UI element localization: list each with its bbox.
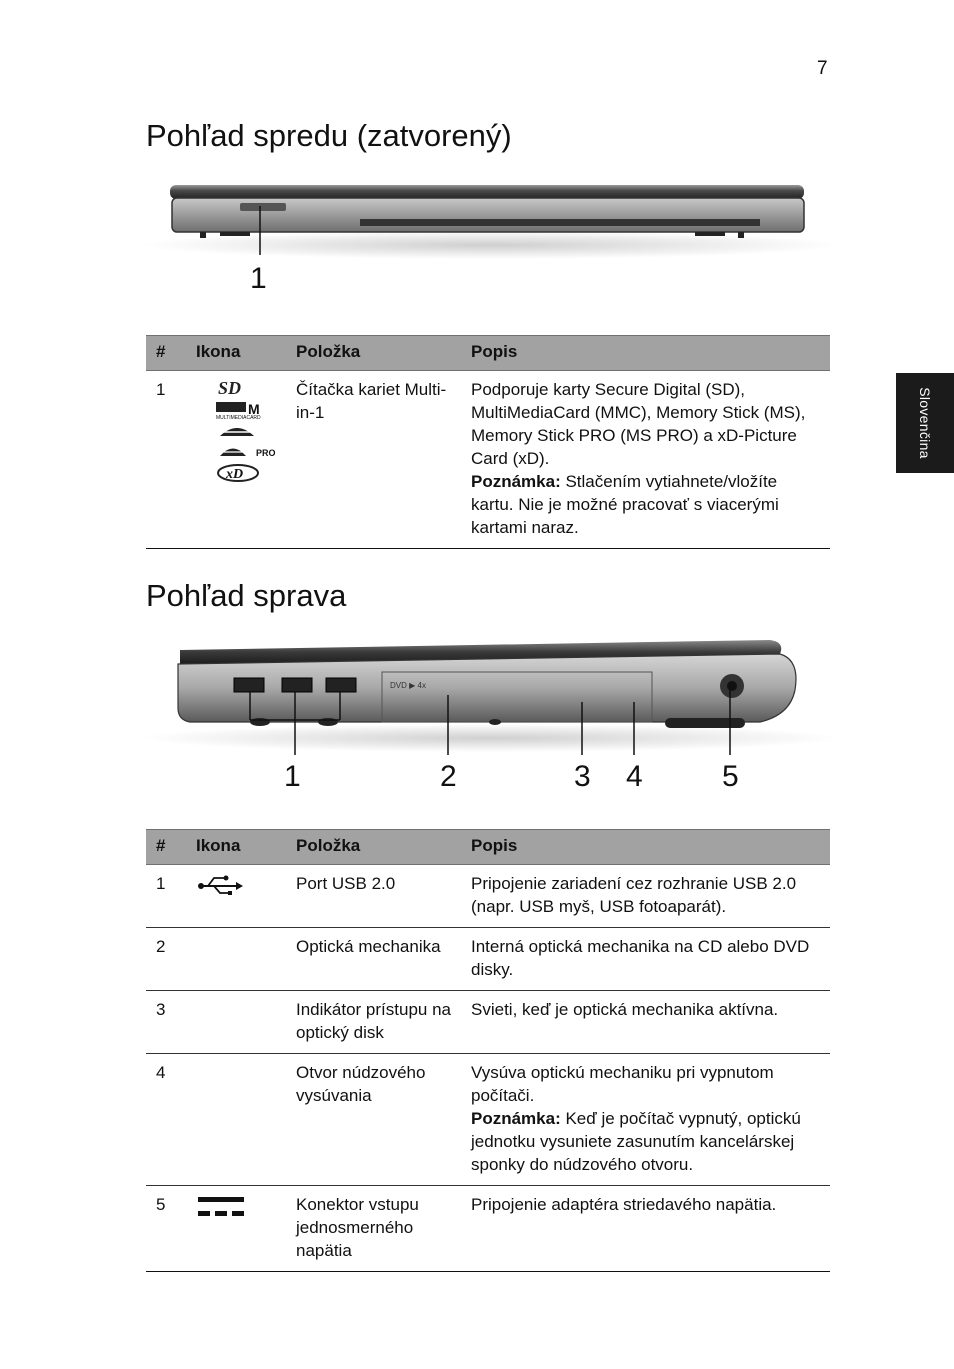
row-description xyxy=(461,1186,830,1272)
row-icon-cell xyxy=(186,865,286,928)
section-title-front: Pohľad spredu (zatvorený) xyxy=(146,118,512,153)
row-item: Port USB 2.0 xyxy=(286,865,461,928)
table-row xyxy=(146,928,830,991)
row-item: Optická mechanika xyxy=(286,928,461,991)
multimediacard-icon xyxy=(216,400,268,420)
front-spec-table xyxy=(146,335,830,549)
callout-number: 4 xyxy=(626,760,643,793)
memory-stick-pro-icon xyxy=(216,442,276,460)
dc-in-icon xyxy=(196,1193,246,1221)
row-number: 3 xyxy=(146,991,186,1054)
svg-text:DVD ▶ 4x: DVD ▶ 4x xyxy=(390,681,426,690)
svg-text:MULTIMEDIACARD: MULTIMEDIACARD xyxy=(216,415,261,420)
row-icon-cell xyxy=(186,371,286,549)
sd-card-icon xyxy=(216,378,258,398)
header-description: Popis xyxy=(461,830,830,865)
header-number: # xyxy=(146,336,186,371)
row-icon-cell xyxy=(186,991,286,1054)
row-number: 4 xyxy=(146,1054,186,1186)
note-text: Keď je počítač vypnutý, optickú jednotku vysuniete zasunutím kancelárskej sponky do núdzového otvoru. xyxy=(471,1109,801,1174)
table-row xyxy=(146,1054,830,1186)
note-text: Stlačením vytiahnete/vložíte kartu. Nie je možné pracovať s viacerými kartami naraz. xyxy=(471,472,779,537)
row-number: 1 xyxy=(146,371,186,549)
description-text: Svieti, keď je optická mechanika aktívna. xyxy=(471,1000,779,1019)
table-row xyxy=(146,865,830,928)
xd-picture-card-icon xyxy=(216,462,262,484)
table-header-row xyxy=(146,336,830,371)
description-text: Interná optická mechanika na CD alebo DVD disky. xyxy=(471,937,810,979)
header-number: # xyxy=(146,830,186,865)
description-text: Pripojenie zariadení cez rozhranie USB 2.0 (napr. USB myš, USB fotoaparát). xyxy=(471,874,797,916)
description-text: Vysúva optickú mechaniku pri vypnutom počítači. xyxy=(471,1063,774,1105)
memory-stick-icon xyxy=(216,422,258,440)
callout-number: 3 xyxy=(574,760,591,793)
page-number: 7 xyxy=(817,58,828,79)
header-item: Položka xyxy=(286,830,461,865)
row-number: 1 xyxy=(146,865,186,928)
row-description xyxy=(461,991,830,1054)
callout-number: 2 xyxy=(440,760,457,793)
row-icon-cell xyxy=(186,1186,286,1272)
row-icon-cell xyxy=(186,928,286,991)
row-description xyxy=(461,865,830,928)
description-text: Podporuje karty Secure Digital (SD), MultiMediaCard (MMC), Memory Stick (MS), Memory Stick PRO (MS PRO) a xD-Picture Card (xD). xyxy=(471,380,806,468)
table-row xyxy=(146,1186,830,1272)
section-title-right: Pohľad sprava xyxy=(146,578,347,613)
table-row xyxy=(146,991,830,1054)
row-item: Otvor núdzového vysúvania xyxy=(286,1054,461,1186)
row-description xyxy=(461,371,830,549)
header-item: Položka xyxy=(286,336,461,371)
right-spec-table xyxy=(146,829,830,1272)
note-label: Poznámka: xyxy=(471,1109,561,1128)
note xyxy=(471,1107,820,1176)
note-label: Poznámka: xyxy=(471,472,561,491)
laptop-front-closed-image xyxy=(140,175,840,295)
header-icon: Ikona xyxy=(186,830,286,865)
table-header-row xyxy=(146,830,830,865)
header-icon: Ikona xyxy=(186,336,286,371)
svg-text:xD: xD xyxy=(226,467,244,482)
svg-text:M: M xyxy=(248,401,260,417)
note xyxy=(471,470,820,539)
svg-text:SD: SD xyxy=(218,378,242,398)
header-description: Popis xyxy=(461,336,830,371)
language-tab-label: Slovenčina xyxy=(917,387,933,459)
table-row xyxy=(146,371,830,549)
usb-icon xyxy=(196,872,246,896)
row-number: 2 xyxy=(146,928,186,991)
row-icon-cell xyxy=(186,1054,286,1186)
callout-number: 5 xyxy=(722,760,739,793)
description-text: Pripojenie adaptéra striedavého napätia. xyxy=(471,1195,777,1214)
language-tab xyxy=(896,373,954,473)
row-item: Konektor vstupu jednosmerného napätia xyxy=(286,1186,461,1272)
row-item: Indikátor prístupu na optický disk xyxy=(286,991,461,1054)
row-description xyxy=(461,928,830,991)
callout-number: 1 xyxy=(250,262,267,295)
row-number: 5 xyxy=(146,1186,186,1272)
callout-number: 1 xyxy=(284,760,301,793)
row-item: Čítačka kariet Multi-in-1 xyxy=(286,371,461,549)
row-description xyxy=(461,1054,830,1186)
svg-text:PRO: PRO xyxy=(256,448,276,458)
